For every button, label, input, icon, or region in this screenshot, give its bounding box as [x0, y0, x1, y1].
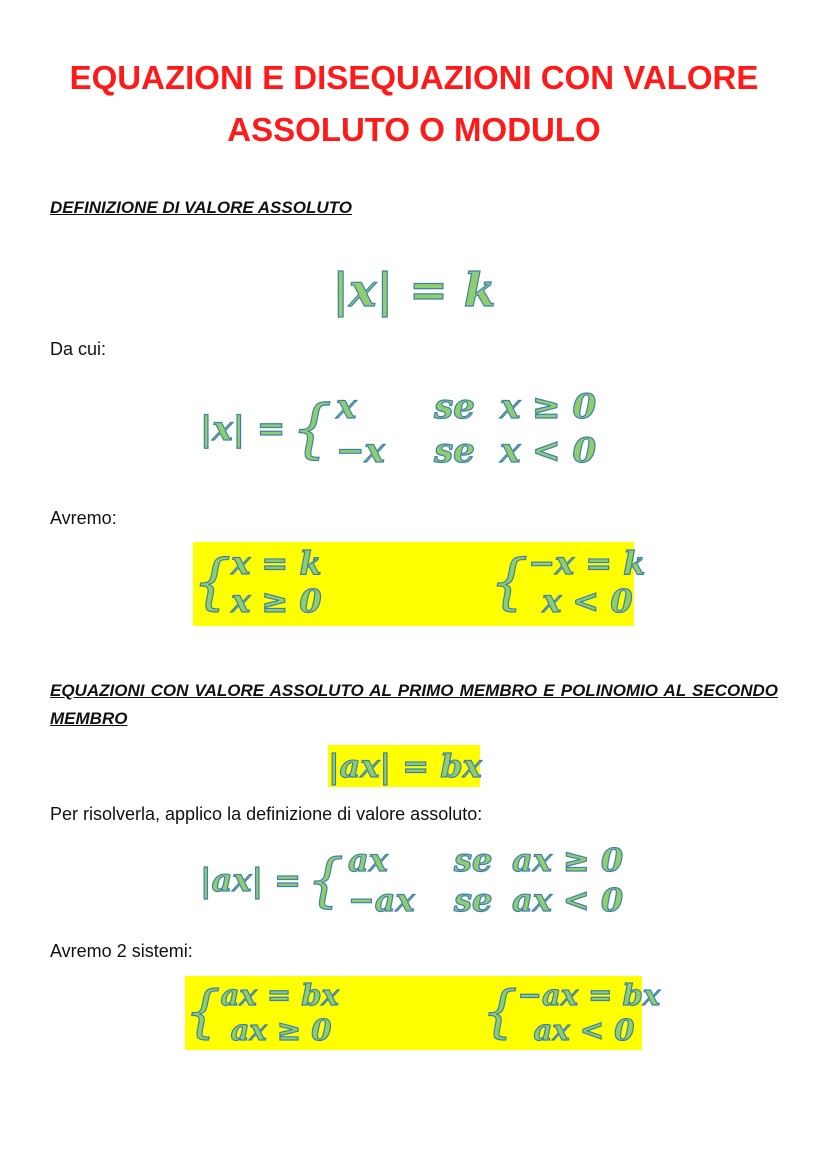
- system-equation: ax = bx: [220, 978, 339, 1012]
- intro-text: Per risolverla, applico la definizione di valore assoluto:: [50, 804, 483, 824]
- system-condition: x < 0: [542, 582, 633, 620]
- system-positive-case: [193, 544, 322, 620]
- system-equation: x = k: [231, 544, 322, 582]
- system-equation: −x = k: [528, 544, 646, 582]
- system-ax-negative-case: [482, 978, 660, 1048]
- system-lines: [528, 544, 645, 620]
- piecewise-rows: [348, 840, 623, 920]
- system-condition: ax < 0: [533, 1013, 635, 1047]
- absolute-value-definition: |x| = k: [332, 263, 496, 317]
- piecewise-se: se: [434, 387, 475, 427]
- piecewise-expr: −ax: [347, 881, 415, 919]
- piecewise-row: [336, 385, 596, 429]
- piecewise-definition-x: [200, 385, 596, 473]
- piecewise-lhs: |ax| =: [200, 861, 302, 899]
- page-title: [40, 52, 788, 156]
- section-heading-equations: EQUAZIONI CON VALORE ASSOLUTO AL PRIMO MEMBRO E POLINOMIO AL SECONDO MEMBRO: [50, 681, 778, 728]
- system-lines: [518, 978, 660, 1048]
- piecewise-condition: x < 0: [500, 431, 597, 471]
- left-brace-icon: {: [185, 980, 221, 1045]
- system-lines: [221, 978, 339, 1048]
- piecewise-se: se: [453, 881, 493, 919]
- section-heading-definition: DEFINIZIONE DI VALORE ASSOLUTO: [50, 198, 352, 217]
- piecewise-expr: x: [336, 387, 357, 427]
- left-brace-icon: {: [307, 846, 344, 914]
- system-condition: ax ≥ 0: [230, 1013, 332, 1047]
- title-line-1: EQUAZIONI E DISEQUAZIONI CON VALORE: [69, 59, 759, 96]
- piecewise-condition: x ≥ 0: [500, 387, 597, 427]
- piecewise-se: se: [453, 841, 493, 879]
- absolute-value-equation: |ax| = bx: [328, 747, 482, 785]
- avremo-2-sistemi-text: Avremo 2 sistemi:: [50, 941, 193, 961]
- system-ax-positive-case: [185, 978, 339, 1048]
- system-negative-case: [490, 544, 645, 620]
- piecewise-row: [336, 429, 596, 473]
- piecewise-expr: ax: [347, 841, 388, 879]
- left-brace-icon: {: [490, 547, 529, 617]
- system-equation: −ax = bx: [517, 978, 661, 1012]
- piecewise-se: se: [434, 431, 475, 471]
- piecewise-row: [348, 880, 623, 920]
- piecewise-expr: −x: [336, 431, 385, 471]
- piecewise-condition: ax < 0: [511, 881, 624, 919]
- left-brace-icon: {: [482, 980, 518, 1045]
- system-lines: [231, 544, 321, 620]
- title-line-2: ASSOLUTO O MODULO: [227, 111, 601, 148]
- piecewise-lhs: |x| =: [200, 409, 286, 449]
- avremo-text: Avremo:: [50, 508, 117, 528]
- piecewise-condition: ax ≥ 0: [511, 841, 624, 879]
- piecewise-row: [348, 840, 623, 880]
- system-condition: x ≥ 0: [231, 582, 322, 620]
- left-brace-icon: {: [193, 547, 232, 617]
- da-cui-text: Da cui:: [50, 339, 107, 359]
- piecewise-rows: [336, 385, 596, 473]
- piecewise-definition-ax: [200, 840, 623, 920]
- left-brace-icon: {: [291, 392, 333, 466]
